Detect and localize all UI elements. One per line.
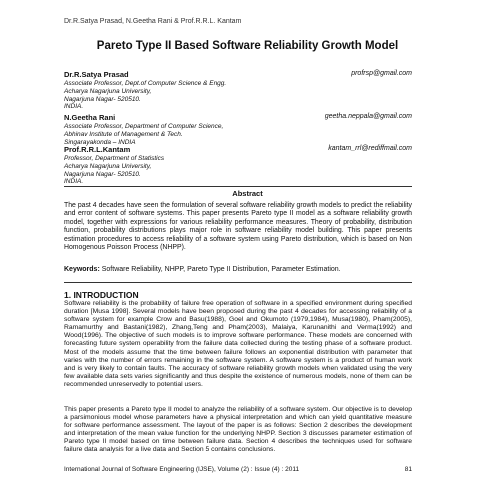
section-heading: 1. INTRODUCTION (64, 290, 139, 300)
keywords-text: Software Reliability, NHPP, Pareto Type II Distribution, Parameter Estimation. (99, 266, 341, 273)
page-footer (64, 466, 412, 473)
author-affiliation-line: Acharya Nagarjuna University, (64, 87, 152, 95)
section-divider-rule (64, 282, 412, 283)
author-block-1 (64, 70, 412, 111)
author-affiliation-line: Nagarjuna Nagar- 520510. (64, 95, 141, 103)
abstract-top-rule (64, 186, 412, 187)
author-name: N.Geetha Rani (64, 113, 116, 122)
body-paragraph: This paper presents a Pareto type II model to analyze the reliability of a software system. Our objective is to develop a parsimonious model whose parameters have a physical interpretation and which can yield quantitative measure for software performance assessment. The layout of the paper is as follows: Section 2 describes the development and interpretation of the mean value function for the underlying NHPP. Section 3 discusses parameter estimation of Pareto type II model based on time between failure data. Section 4 describes the techniques used for software failure data analysis for a live data and Section 5 contains conclusions. (64, 406, 412, 454)
abstract-heading: Abstract (232, 189, 263, 198)
keywords-label: Keywords: (64, 266, 100, 273)
author-affiliation-line: INDIA. (64, 103, 84, 111)
paper-title: Pareto Type II Based Software Reliability Growth Model (96, 40, 399, 52)
author-affiliation-line: Acharya Nagarjuna University, (64, 162, 152, 170)
author-affiliation-line: Nagarjuna Nagar- 520510. (64, 170, 141, 178)
author-affiliation-line: Singarayakonda – INDIA (64, 138, 136, 146)
author-block-2 (64, 113, 412, 146)
body-paragraph: Software reliability is the probability of failure free operation of software in a specified environment during specified duration [Musa 1998]. Several models have been proposed during the past 4 decades for accessing reliability of a software system for example Crow and Basu(1988), Goel and Okumoto (1979,1984), Musa(1980), Pham(2005), Ramamurthy and Bastani(1982), Zhang,Teng and Pham(2003), Malaiya, Karunanithi and Verma(1992) and Wood(1996). The objective of such models is to improve software performance. These models are concerned with forecasting future system operability from the failure data collected during the testing phase of a software product. Most of the models assume that the time between failure follows an exponential distribution with parameter that varies with the number of errors remaining in the software system. A software system is a product of human work and is very likely to contain faults. The accuracy of software reliability growth models when validated using the very few available data sets varies significantly and thus despite the existence of numerous models, none of them can be recommended unreservedly to potential users. (64, 300, 412, 388)
author-email: profrsp@gmail.com (351, 70, 412, 77)
author-email: geetha.neppala@gmail.com (324, 113, 412, 120)
author-affiliation-line: Abhinav Institute of Management & Tech. (64, 130, 183, 138)
journal-citation: International Journal of Software Engineering (IJSE), Volume (2) : Issue (4) : 2011 (64, 466, 300, 473)
keywords-line (64, 266, 412, 273)
author-affiliation-line: Professor, Department of Statistics (64, 155, 165, 162)
abstract-text: The past 4 decades have seen the formulation of several software reliability growth models to predict the reliability and error content of software systems. This paper presents Pareto type II model as a software reliability growth model, together with expressions for various reliability performance measures. Theory of probability, distribution function, probability distributions plays major role in software reliability model building. This paper presents estimation procedures to access reliability of a software system using Pareto distribution, which is based on Non Homogenous Poisson Process (NHPP). (64, 202, 412, 252)
author-name: Dr.R.Satya Prasad (64, 70, 129, 79)
author-affiliation-line: Associate Professor, Dept.of Computer Science & Engg. (64, 80, 227, 87)
running-header: Dr.R.Satya Prasad, N.Geetha Rani & Prof.R.R.L. Kantam (64, 18, 242, 25)
page-number: 81 (404, 466, 412, 473)
author-affiliation-line: Associate Professor, Department of Computer Science, (64, 123, 224, 130)
author-email: kantam_rrl@rediffmail.com (328, 145, 412, 152)
author-affiliation-line: INDIA. (64, 178, 84, 186)
author-name: Prof.R.R.L.Kantam (64, 145, 131, 154)
author-block-3 (64, 145, 412, 186)
